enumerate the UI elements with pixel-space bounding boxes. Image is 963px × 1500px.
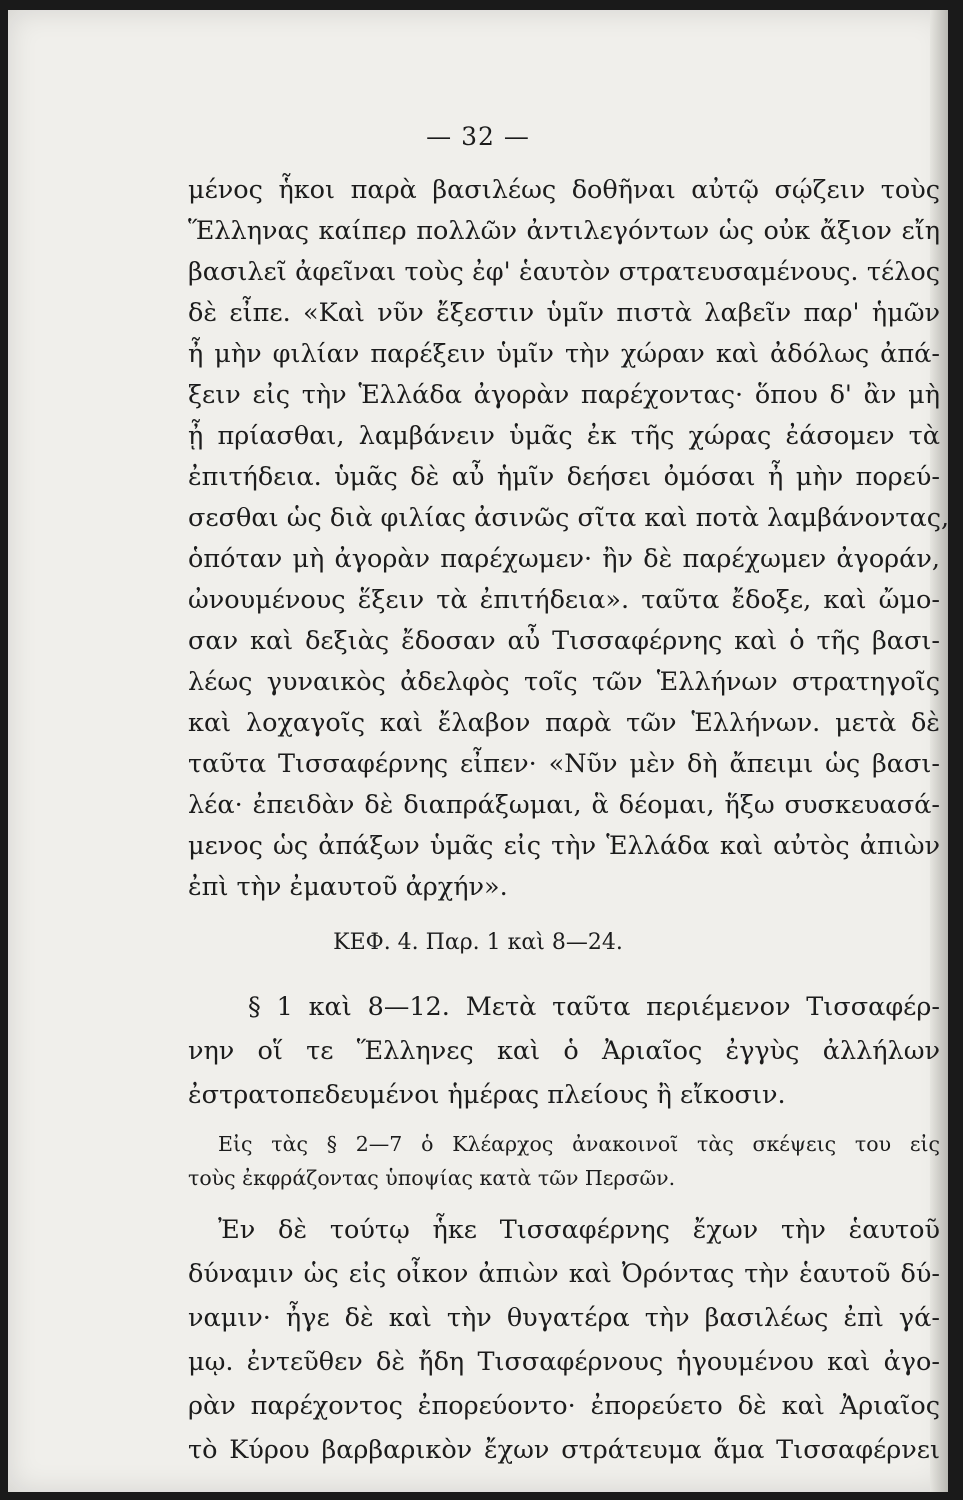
text-line: μῳ. ἐντεῦθεν δὲ ἤδη Τισσαφέρνους ἡγουμένου καὶ ἀγο- — [188, 1347, 940, 1377]
text-line: ταῦτα Τισσαφέρνης εἶπεν· «Νῦν μὲν δὴ ἄπειμι ὡς βασι- — [188, 749, 940, 779]
text-line: σαν καὶ δεξιὰς ἔδοσαν αὖ Τισσαφέρνης καὶ ὁ τῆς βασι- — [188, 626, 940, 656]
text-line: μενος ὡς ἀπάξων ὑμᾶς εἰς τὴν Ἑλλάδα καὶ αὐτὸς ἀπιὼν — [188, 831, 940, 861]
text-line: λέως γυναικὸς ἀδελφὸς τοῖς τῶν Ἑλλήνων στρατηγοῖς — [188, 667, 940, 697]
text-line: Ἕλληνας καίπερ πολλῶν ἀντιλεγόντων ὡς οὐκ ἄξιον εἴη — [188, 216, 940, 246]
text-line: ξειν εἰς τὴν Ἑλλάδα ἀγορὰν παρέχοντας· ὅπου δ' ἂν μὴ — [188, 380, 940, 410]
section-line: ἐστρατοπεδευμένοι ἡμέρας πλείους ἢ εἴκοσιν. — [188, 1080, 786, 1110]
text-line: ὁπόταν μὴ ἀγορὰν παρέχωμεν· ἢν δὲ παρέχωμεν ἀγοράν, — [188, 544, 940, 574]
book-page — [8, 10, 948, 1492]
page-number: — 32 — — [426, 122, 530, 151]
text-line: δὲ εἶπε. «Καὶ νῦν ἔξεστιν ὑμῖν πιστὰ λαβεῖν παρ' ἡμῶν — [188, 298, 940, 328]
text-line: Ἐν δὲ τούτῳ ἧκε Τισσαφέρνης ἔχων τὴν ἑαυτοῦ — [218, 1215, 940, 1245]
chapter-heading: ΚΕΦ. 4. Παρ. 1 καὶ 8—24. — [333, 930, 623, 955]
text-line: ναμιν· ἦγε δὲ καὶ τὴν θυγατέρα τὴν βασιλέως ἐπὶ γά- — [188, 1303, 940, 1333]
text-line: τὸ Κύρου βαρβαρικὸν ἔχων στράτευμα ἅμα Τισσαφέρνει — [188, 1435, 940, 1465]
text-line: σεσθαι ὡς διὰ φιλίας ἀσινῶς σῖτα καὶ ποτὰ λαμβάνοντας, — [188, 503, 950, 533]
text-line: καὶ λοχαγοῖς καὶ ἔλαβον παρὰ τῶν Ἑλλήνων. μετὰ δὲ — [188, 708, 940, 738]
note-line: Εἰς τὰς § 2—7 ὁ Κλέαρχος ἀνακοινοῖ τὰς σκέψεις του εἰς — [218, 1132, 940, 1156]
text-line: βασιλεῖ ἀφεῖναι τοὺς ἐφ' ἑαυτὸν στρατευσαμένους. τέλος — [188, 257, 940, 287]
text-line: μένος ἧκοι παρὰ βασιλέως δοθῆναι αὐτῷ σῴζειν τοὺς — [188, 175, 940, 205]
text-line: ᾖ πρίασθαι, λαμβάνειν ὑμᾶς ἐκ τῆς χώρας ἐάσομεν τὰ — [188, 421, 940, 451]
text-line: ἐπιτήδεια. ὑμᾶς δὲ αὖ ἡμῖν δεήσει ὀμόσαι ἦ μὴν πορεύ- — [188, 462, 940, 492]
section-line: νην οἵ τε Ἕλληνες καὶ ὁ Ἀριαῖος ἐγγὺς ἀλλήλων — [188, 1036, 940, 1066]
section-line: § 1 καὶ 8—12. Μετὰ ταῦτα περιέμενον Τισσαφέρ- — [248, 992, 940, 1022]
note-line: τοὺς ἐκφράζοντας ὑποψίας κατὰ τῶν Περσῶν. — [188, 1166, 676, 1190]
text-line: λέα· ἐπειδὰν δὲ διαπράξωμαι, ἃ δέομαι, ἥξω συσκευασά- — [188, 790, 940, 820]
text-line: ρὰν παρέχοντος ἐπορεύοντο· ἐπορεύετο δὲ καὶ Ἀριαῖος — [188, 1391, 940, 1421]
text-line: δύναμιν ὡς εἰς οἶκον ἀπιὼν καὶ Ὀρόντας τὴν ἑαυτοῦ δύ- — [188, 1259, 940, 1289]
text-line: ὠνουμένους ἕξειν τὰ ἐπιτήδεια». ταῦτα ἔδοξε, καὶ ὤμο- — [188, 585, 940, 615]
text-line: ἐπὶ τὴν ἐμαυτοῦ ἀρχήν». — [188, 872, 508, 902]
text-line: ἦ μὴν φιλίαν παρέξειν ὑμῖν τὴν χώραν καὶ ἀδόλως ἀπά- — [188, 339, 940, 369]
